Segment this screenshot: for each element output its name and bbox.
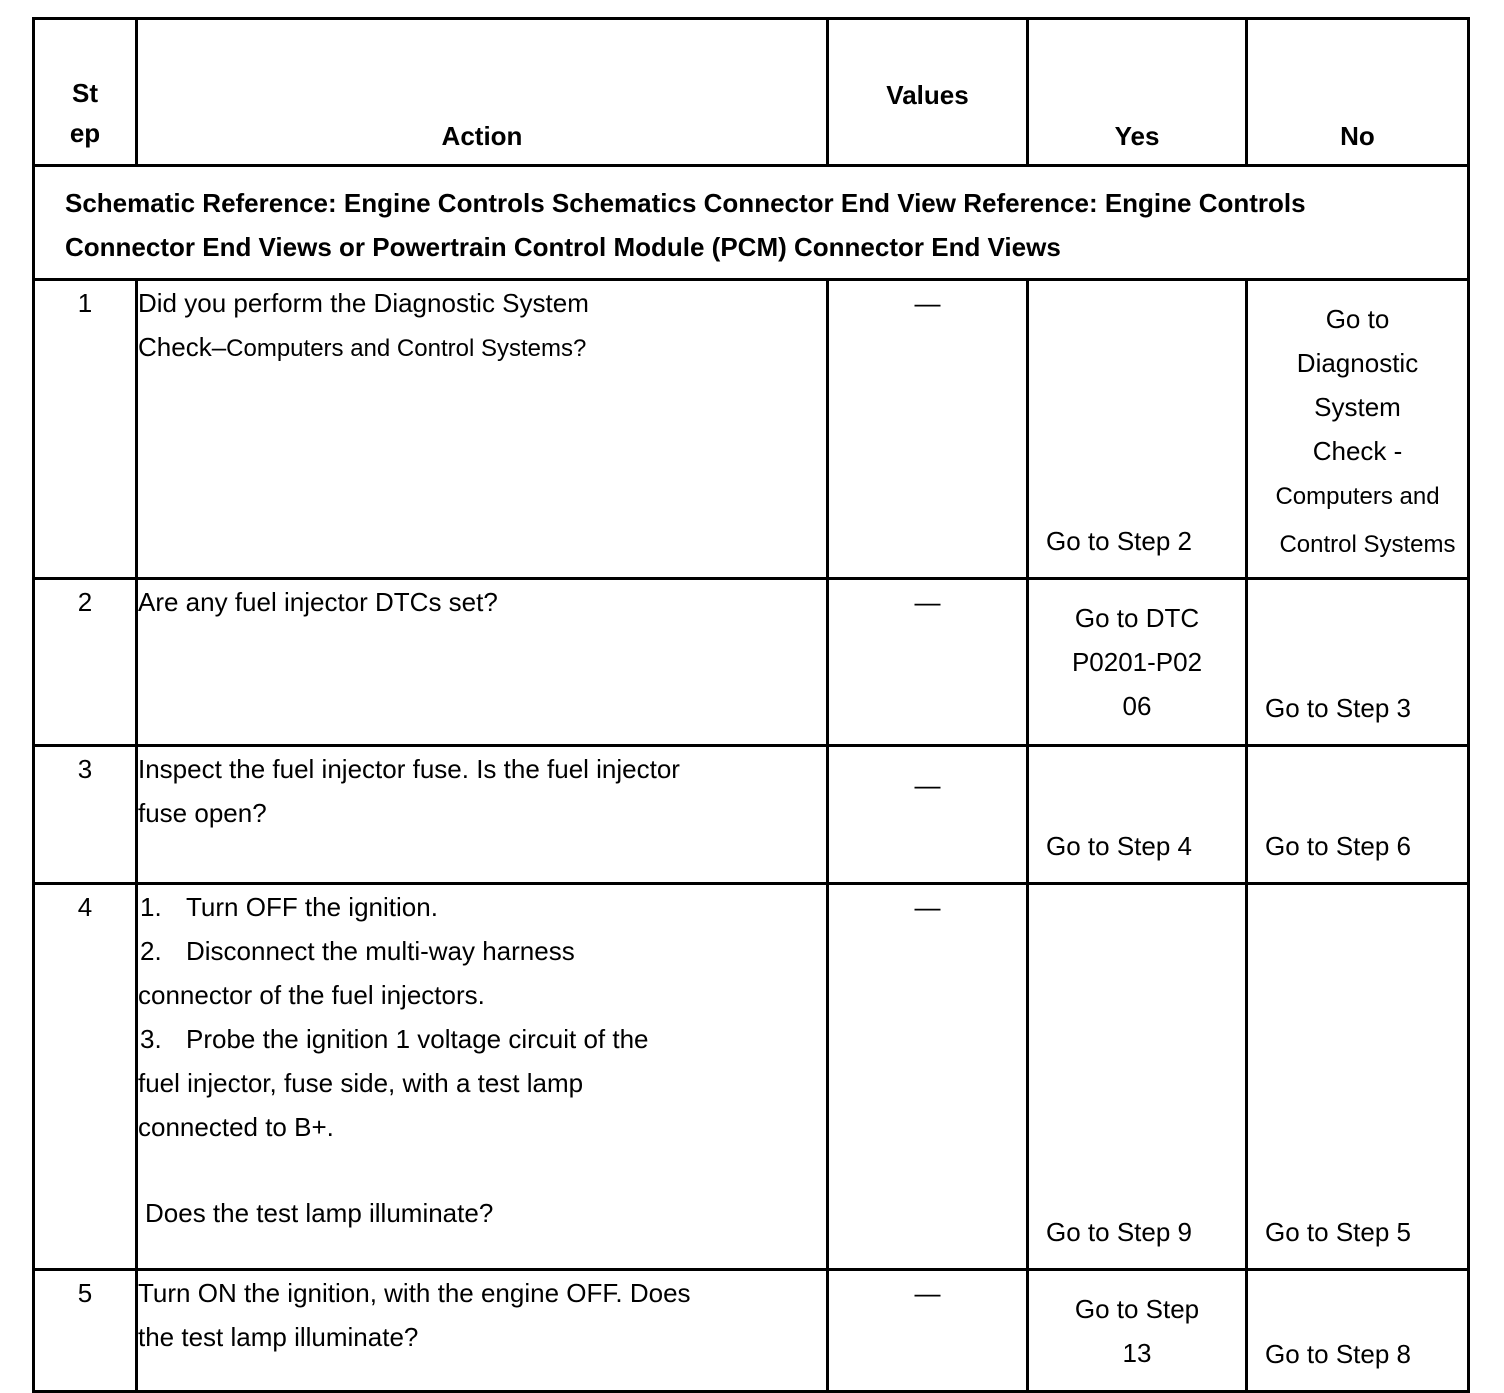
no-link: Go to Step 6 (1265, 831, 1411, 861)
list-number: 3. (140, 1024, 162, 1054)
list-continuation: connector of the fuel injectors. (138, 980, 485, 1010)
action-cell (137, 884, 828, 1270)
step-number: 3 (34, 746, 137, 884)
question-line: Does the test lamp illuminate? (145, 1198, 494, 1228)
reference-line-2: Connector End Views or Powertrain Control Module (PCM) Connector End Views (65, 232, 1061, 262)
no-cell (1247, 884, 1469, 1270)
no-line: Control Systems (1279, 531, 1456, 558)
yes-line: P0201-P02 (1071, 647, 1203, 677)
header-action-label: Action (441, 121, 523, 151)
no-line: Computers and (1275, 483, 1440, 510)
reference-line-1: Schematic Reference: Engine Controls Schematics Connector End View Reference: Engine Controls (65, 188, 1306, 218)
no-line: Go to (1325, 304, 1390, 334)
header-values-label: Values (886, 80, 969, 110)
no-cell (1247, 579, 1469, 746)
yes-cell (1028, 746, 1247, 884)
header-step (34, 19, 137, 166)
yes-cell (1028, 1270, 1247, 1392)
action-line (138, 325, 826, 371)
yes-cell (1028, 884, 1247, 1270)
list-number: 2. (140, 936, 162, 966)
yes-link: Go to Step 9 (1046, 1217, 1192, 1247)
action-line: Inspect the fuel injector fuse. Is the fuel injector (138, 754, 680, 784)
no-cell (1247, 746, 1469, 884)
list-number: 1. (140, 892, 162, 922)
yes-line: Go to Step (1074, 1294, 1200, 1324)
list-continuation: fuel injector, fuse side, with a test lamp (138, 1068, 584, 1098)
no-line: System (1314, 392, 1401, 422)
values-cell: — (828, 746, 1028, 884)
diagnostic-table (32, 17, 1470, 1393)
yes-line: Go to DTC (1074, 603, 1200, 633)
action-text: Computers and Control Systems? (226, 335, 587, 362)
header-yes-label: Yes (1114, 121, 1160, 151)
no-cell (1247, 280, 1469, 579)
header-action (137, 19, 828, 166)
yes-link-block (1029, 596, 1245, 728)
yes-link: Go to Step 2 (1046, 526, 1192, 556)
values-cell: — (828, 280, 1028, 579)
list-item (138, 885, 826, 929)
yes-line: 13 (1122, 1338, 1152, 1368)
table-row (34, 746, 1469, 884)
yes-cell (1028, 280, 1247, 579)
action-text: Check– (138, 332, 227, 362)
list-item (138, 929, 826, 973)
no-line: Diagnostic (1296, 348, 1419, 378)
no-line: Check - (1312, 436, 1403, 466)
no-link: Go to Step 8 (1265, 1339, 1411, 1369)
no-link: Go to Step 5 (1265, 1217, 1411, 1247)
table-row (34, 1270, 1469, 1392)
header-no (1247, 19, 1469, 166)
action-cell (137, 746, 828, 884)
action-cell (137, 1270, 828, 1392)
step-number: 2 (34, 579, 137, 746)
header-values (828, 19, 1028, 166)
yes-link-block (1029, 1287, 1245, 1375)
header-row (34, 19, 1469, 166)
table-row (34, 280, 1469, 579)
action-line: Are any fuel injector DTCs set? (138, 587, 498, 617)
action-cell (137, 579, 828, 746)
step-number: 1 (34, 280, 137, 579)
action-line: Turn ON the ignition, with the engine OFF. Does (138, 1278, 691, 1308)
spacer (138, 1149, 826, 1191)
yes-line: 06 (1122, 691, 1152, 721)
step-number: 5 (34, 1270, 137, 1392)
header-step-line1: St (72, 78, 98, 108)
table-row (34, 579, 1469, 746)
table-row (34, 884, 1469, 1270)
header-step-line2: ep (69, 118, 101, 148)
list-item (138, 1017, 826, 1061)
no-link: Go to Step 3 (1265, 693, 1411, 723)
action-line: fuse open? (138, 798, 267, 828)
action-line: Did you perform the Diagnostic System (138, 288, 589, 318)
list-continuation: connected to B+. (138, 1112, 334, 1142)
list-text: Probe the ignition 1 voltage circuit of the (186, 1024, 649, 1054)
list-text: Turn OFF the ignition. (186, 892, 438, 922)
reference-row (34, 166, 1469, 280)
list-text: Disconnect the multi-way harness (186, 936, 575, 966)
yes-cell (1028, 579, 1247, 746)
schematic-reference (34, 166, 1469, 280)
yes-link: Go to Step 4 (1046, 831, 1192, 861)
step-number: 4 (34, 884, 137, 1270)
header-yes (1028, 19, 1247, 166)
values-cell: — (828, 1270, 1028, 1392)
values-cell: — (828, 884, 1028, 1270)
action-line: the test lamp illuminate? (138, 1322, 419, 1352)
values-cell: — (828, 579, 1028, 746)
action-cell (137, 280, 828, 579)
no-link-block (1248, 297, 1467, 569)
no-cell (1247, 1270, 1469, 1392)
header-no-label: No (1340, 121, 1375, 151)
